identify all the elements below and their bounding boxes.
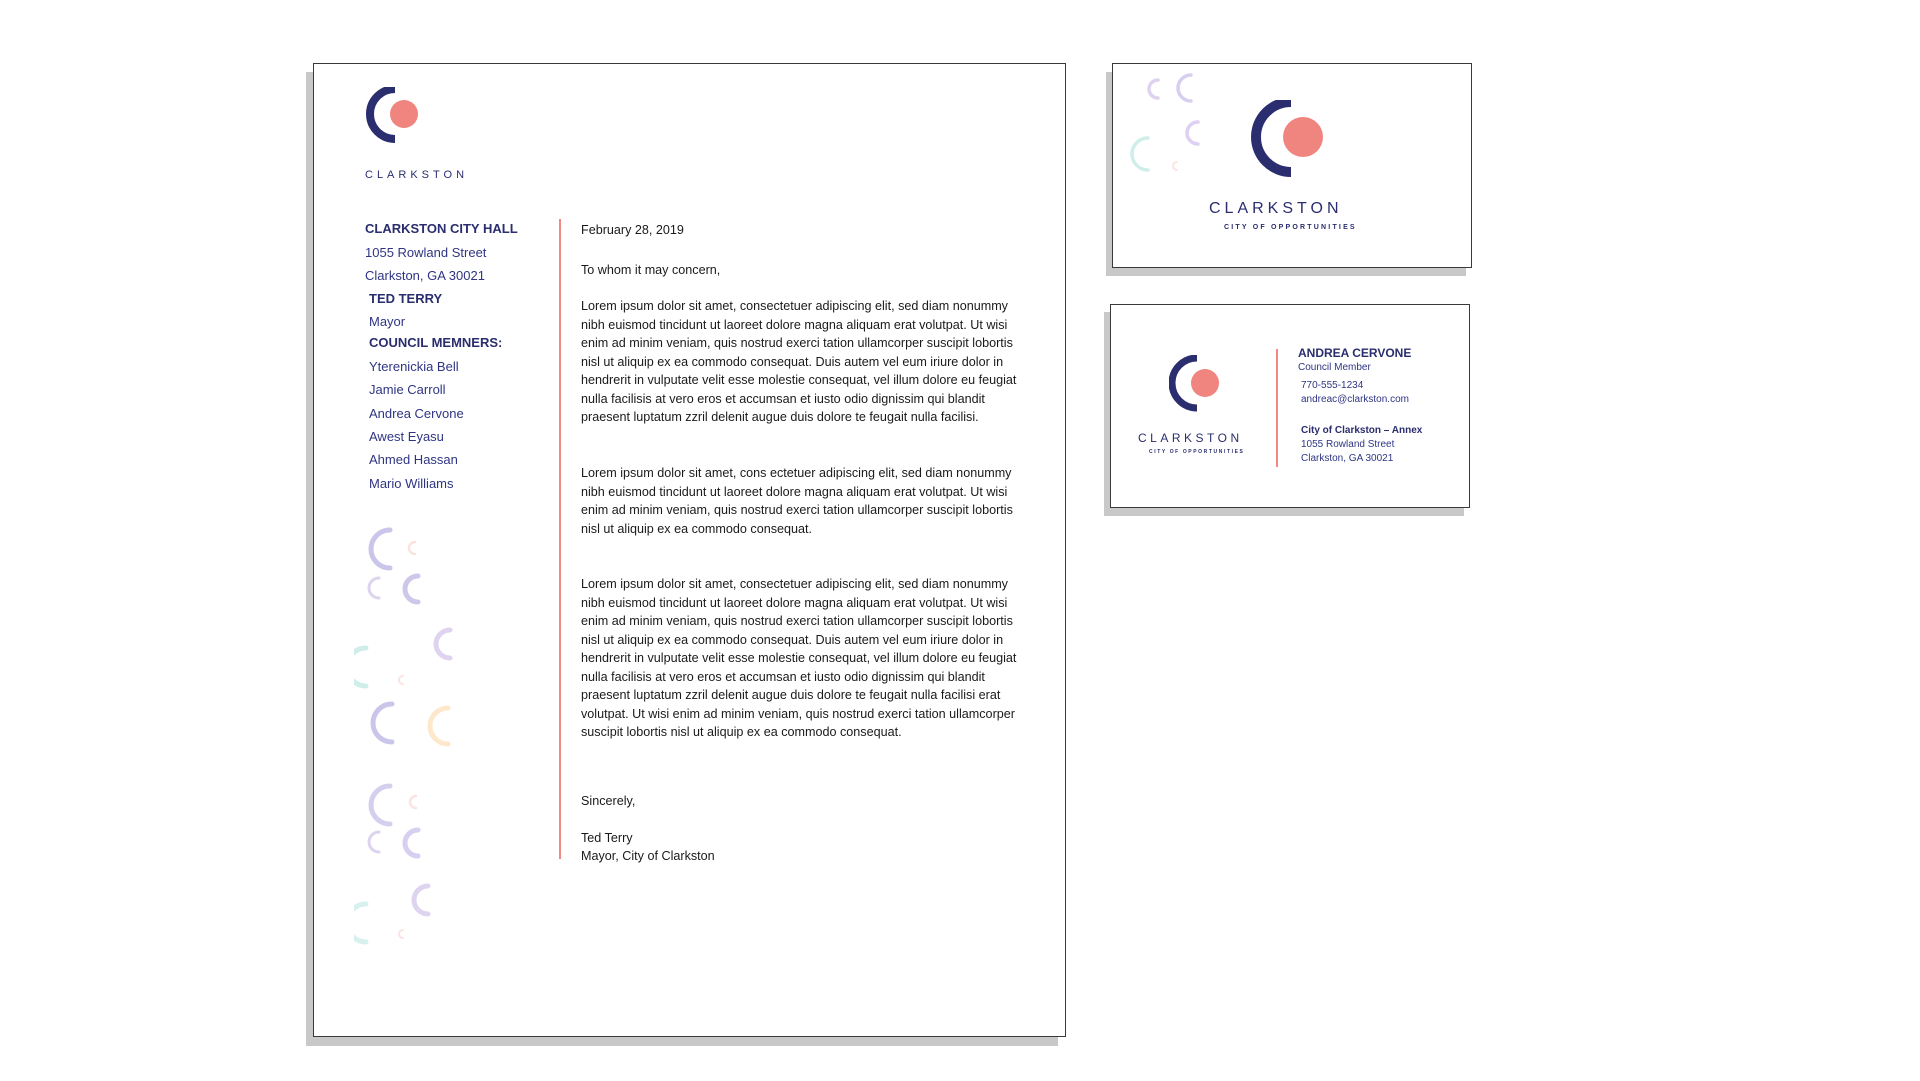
letter-closing: Sincerely, bbox=[581, 794, 636, 808]
letter-salutation: To whom it may concern, bbox=[581, 263, 721, 277]
business-card-back bbox=[1112, 63, 1472, 268]
decorative-crescent-pattern-icon bbox=[1121, 70, 1211, 180]
clarkston-logo-icon bbox=[1169, 355, 1229, 413]
office-address-line-1: 1055 Rowland Street bbox=[1301, 439, 1395, 450]
logo-wordmark: CLARKSTON bbox=[1209, 200, 1343, 217]
letter-date: February 28, 2019 bbox=[581, 223, 684, 237]
person-name: ANDREA CERVONE bbox=[1298, 346, 1412, 360]
council-heading: COUNCIL MEMNERS: bbox=[369, 335, 503, 350]
phone-number: 770-555-1234 bbox=[1301, 380, 1364, 391]
council-member: Jamie Carroll bbox=[369, 382, 446, 397]
council-member: Yterenickia Bell bbox=[369, 359, 459, 374]
mayor-title: Mayor bbox=[369, 314, 406, 329]
letterhead-page bbox=[313, 63, 1066, 1037]
business-card-front bbox=[1110, 304, 1470, 508]
clarkston-logo-icon bbox=[1251, 100, 1341, 184]
card-divider bbox=[1276, 349, 1278, 467]
council-member: Awest Eyasu bbox=[369, 429, 444, 444]
letter-paragraph-2: Lorem ipsum dolor sit amet, cons ectetuer adipiscing elit, sed diam nonummy nibh euismod tincidunt ut laoreet dolore magna aliquam erat volutpat. Ut wisi enim ad minim veniam, quis nostrud exerci tation ullamcorper suscipit lobortis nisl ut aliquip ex ea commodo consequat. bbox=[581, 466, 1013, 536]
logo-tagline: CITY OF OPPORTUNITIES bbox=[1224, 224, 1357, 231]
logo-wordmark: CLARKSTON bbox=[365, 169, 469, 181]
clarkston-logo-icon bbox=[364, 87, 434, 149]
signer-title: Mayor, City of Clarkston bbox=[581, 849, 715, 863]
council-member: Andrea Cervone bbox=[369, 406, 464, 421]
person-title: Council Member bbox=[1298, 362, 1371, 373]
address-line-1: 1055 Rowland Street bbox=[365, 245, 487, 260]
letter-paragraph-1: Lorem ipsum dolor sit amet, consectetuer adipiscing elit, sed diam nonummy nibh euismod tincidunt ut laoreet dolore magna aliquam erat volutpat. Ut wisi enim ad minim veniam, quis nostrud exerci tation ullamcorper suscipit lobortis nisl ut aliquip ex ea commodo consequat. Duis autem vel eum iriure dolor in hendrerit in vulputate velit esse molestie consequat, vel illum dolore eu feugiat nulla facilisis at vero eros et accumsan et iusto odio dignissim qui blandit praesent luptatum zzril delenit augue duis dolore te feugait nulla facilisi. bbox=[581, 299, 1017, 424]
signer-name: Ted Terry bbox=[581, 831, 633, 845]
address-line-2: Clarkston, GA 30021 bbox=[365, 268, 485, 283]
council-member: Ahmed Hassan bbox=[369, 452, 458, 467]
email-address: andreac@clarkston.com bbox=[1301, 394, 1409, 405]
letter-divider bbox=[559, 219, 561, 859]
office-address-line-2: Clarkston, GA 30021 bbox=[1301, 453, 1394, 464]
letter-paragraph-3: Lorem ipsum dolor sit amet, consectetuer adipiscing elit, sed diam nonummy nibh euismod tincidunt ut laoreet dolore magna aliquam erat volutpat. Ut wisi enim ad minim veniam, quis nostrud exerci tation ullamcorper suscipit lobortis nisl ut aliquip ex ea commodo consequat. Duis autem vel eum iriure dolor in hendrerit in vulputate velit esse molestie consequat, vel illum dolore eu feugiat nulla facilisis at vero eros et accumsan et iusto odio dignissim qui blandit praesent luptatum zzril delenit augue duis dolore te feugait nulla facilisi erat volutpat. Ut wisi enim ad minim veniam, quis nostrud exerci tation ullamcorper suscipit lobortis nisl ut aliquip ex ea commodo consequat. bbox=[581, 577, 1017, 739]
mayor-name: TED TERRY bbox=[369, 291, 443, 306]
logo-wordmark: CLARKSTON bbox=[1138, 431, 1243, 445]
org-name: CLARKSTON CITY HALL bbox=[365, 221, 518, 236]
decorative-crescent-pattern-icon bbox=[354, 524, 484, 984]
council-member: Mario Williams bbox=[369, 476, 454, 491]
office-name: City of Clarkston – Annex bbox=[1301, 425, 1423, 436]
logo-tagline: CITY OF OPPORTUNITIES bbox=[1149, 449, 1245, 455]
